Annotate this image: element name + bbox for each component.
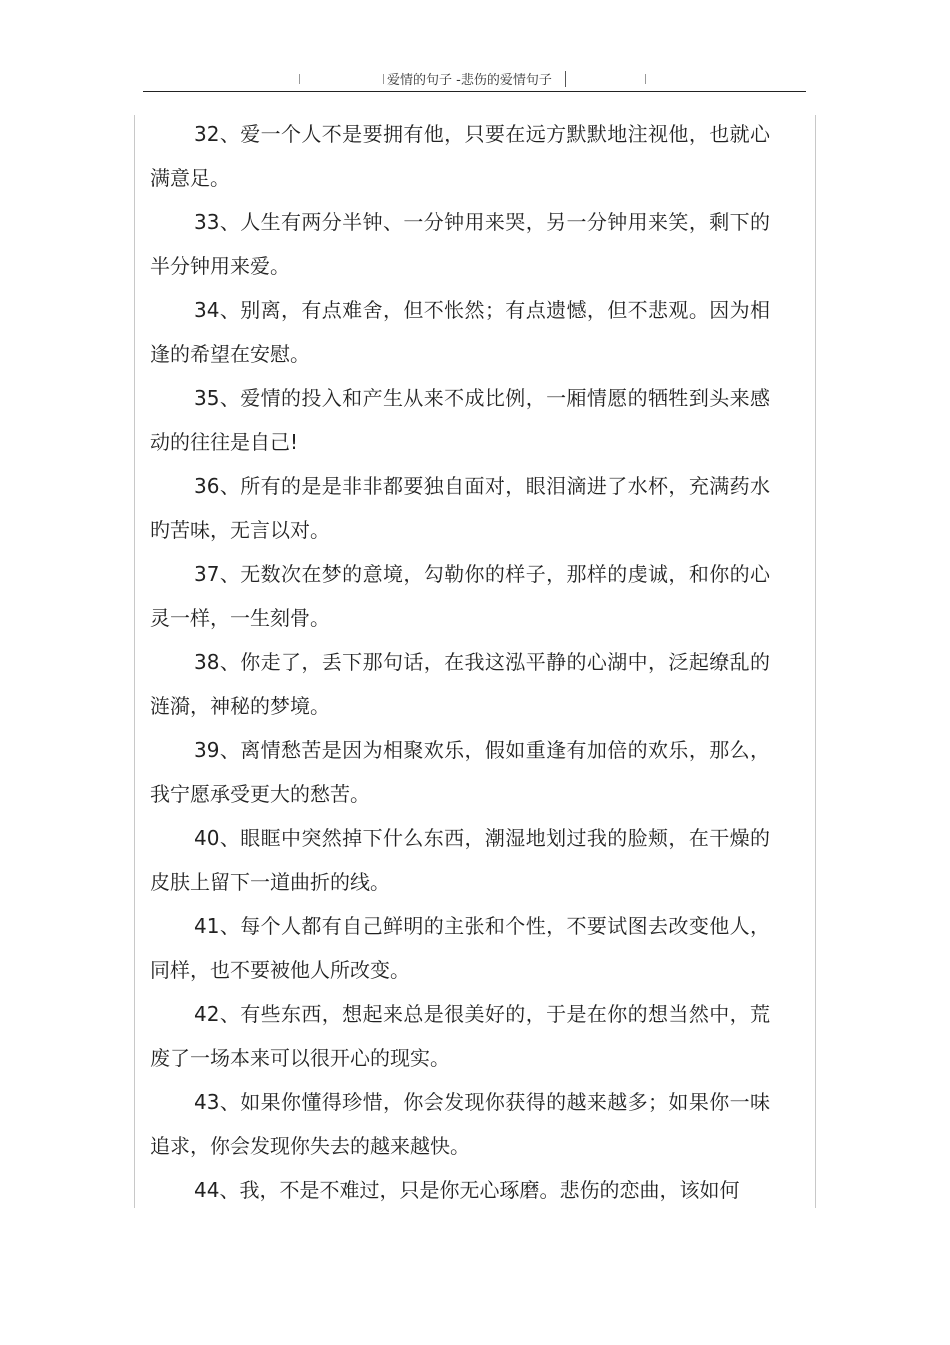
header-tick-mark — [299, 74, 300, 84]
paragraph-40: 40、眼眶中突然掉下什么东西，潮湿地划过我的脸颊，在干燥的皮肤上留下一道曲折的线。 — [150, 826, 770, 894]
right-margin-line — [815, 115, 816, 1208]
paragraph-34: 34、别离，有点难舍，但不怅然；有点遗憾，但不悲观。因为相逢的希望在安慰。 — [150, 298, 770, 366]
page-header — [0, 0, 950, 95]
paragraph-41: 41、每个人都有自己鲜明的主张和个性，不要试图去改变他人，同样，也不要被他人所改变。 — [150, 914, 770, 982]
header-tick-mark — [565, 71, 566, 87]
header-tick-mark — [383, 74, 384, 84]
paragraph-44: 44、我，不是不难过，只是你无心琢磨。悲伤的恋曲，该如何 — [194, 1178, 740, 1202]
header-title: 爱情的句子 -悲伤的爱情句子 — [387, 73, 552, 88]
paragraph-38: 38、你走了，丢下那句话，在我这泓平静的心湖中，泛起缭乱的涟漪，神秘的梦境。 — [150, 650, 770, 718]
paragraph-36: 36、所有的是是非非都要独自面对，眼泪滴进了水杯，充满药水旳苦味，无言以对。 — [150, 474, 770, 542]
header-rule — [143, 91, 806, 92]
document-body — [150, 112, 770, 1212]
paragraph-39: 39、离情愁苦是因为相聚欢乐，假如重逢有加倍的欢乐，那么，我宁愿承受更大的愁苦。 — [150, 738, 770, 806]
paragraph-37: 37、无数次在梦的意境，勾勒你的样子，那样的虔诚，和你的心灵一样，一生刻骨。 — [150, 562, 770, 630]
paragraph-42: 42、有些东西，想起来总是很美好的，于是在你的想当然中，荒废了一场本来可以很开心的现实。 — [150, 1002, 770, 1070]
paragraph-32: 32、爱一个人不是要拥有他，只要在远方默默地注视他，也就心满意足。 — [150, 122, 770, 190]
paragraph-33: 33、人生有两分半钟、一分钟用来哭，另一分钟用来笑，剩下的半分钟用来爱。 — [150, 210, 770, 278]
left-margin-line — [134, 115, 135, 1208]
paragraph-43: 43、如果你懂得珍惜，你会发现你获得的越来越多；如果你一味追求，你会发现你失去的越来越快。 — [150, 1090, 770, 1158]
paragraph-35: 35、爱情的投入和产生从来不成比例，一厢情愿的牺牲到头来感动的往往是自己! — [150, 386, 770, 454]
header-tick-mark — [645, 74, 646, 84]
